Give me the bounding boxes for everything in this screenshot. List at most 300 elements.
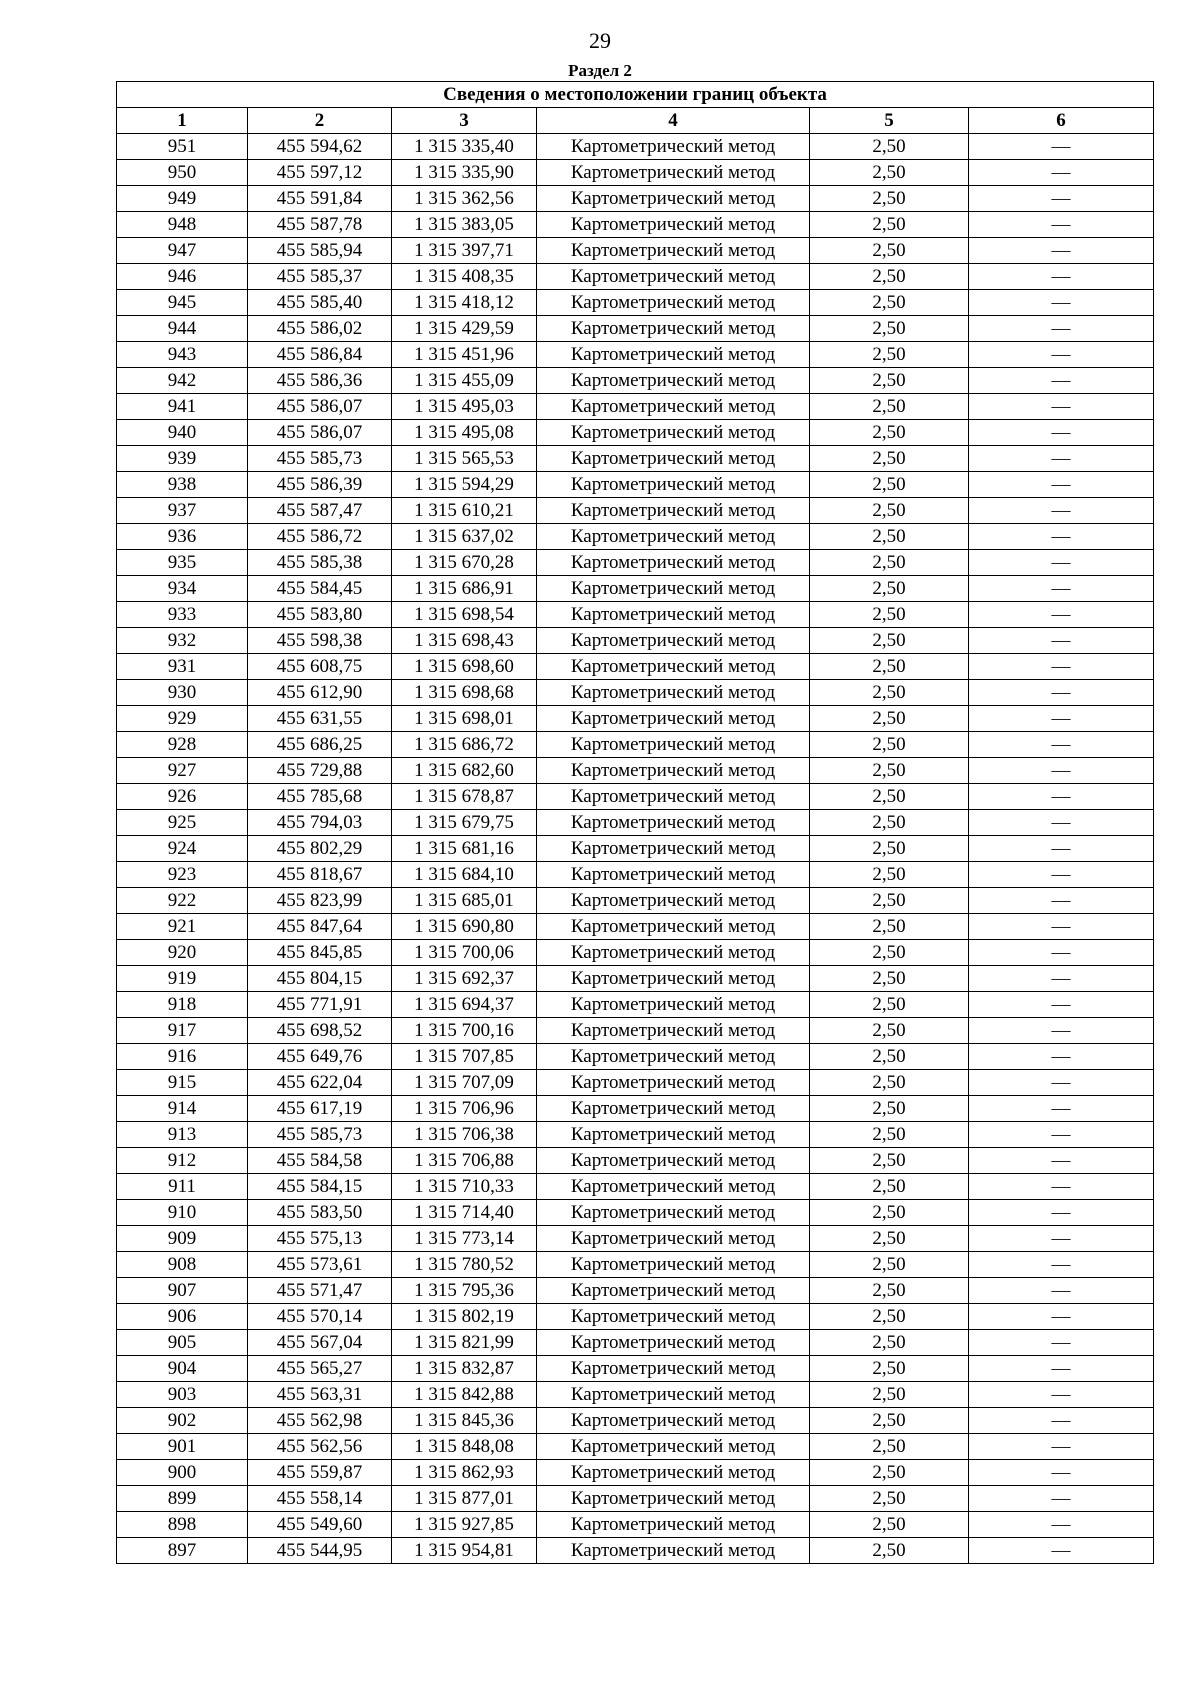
point-number-cell: 926 bbox=[117, 784, 248, 810]
y-coordinate-cell: 1 315 455,09 bbox=[392, 368, 537, 394]
table-row bbox=[117, 1252, 1154, 1278]
method-cell: Картометрический метод bbox=[537, 1356, 810, 1382]
point-number-cell: 928 bbox=[117, 732, 248, 758]
x-coordinate-cell: 455 823,99 bbox=[248, 888, 392, 914]
point-number-cell: 920 bbox=[117, 940, 248, 966]
point-number-cell: 936 bbox=[117, 524, 248, 550]
x-coordinate-cell: 455 584,15 bbox=[248, 1174, 392, 1200]
table-row bbox=[117, 1486, 1154, 1512]
table-row bbox=[117, 1018, 1154, 1044]
x-coordinate-cell: 455 804,15 bbox=[248, 966, 392, 992]
point-number-cell: 948 bbox=[117, 212, 248, 238]
accuracy-cell: 2,50 bbox=[810, 1096, 969, 1122]
x-coordinate-cell: 455 583,50 bbox=[248, 1200, 392, 1226]
note-cell: — bbox=[969, 1460, 1154, 1486]
column-header: 2 bbox=[248, 108, 392, 134]
note-cell: — bbox=[969, 888, 1154, 914]
y-coordinate-cell: 1 315 780,52 bbox=[392, 1252, 537, 1278]
accuracy-cell: 2,50 bbox=[810, 1252, 969, 1278]
method-cell: Картометрический метод bbox=[537, 1018, 810, 1044]
note-cell: — bbox=[969, 472, 1154, 498]
x-coordinate-cell: 455 686,25 bbox=[248, 732, 392, 758]
x-coordinate-cell: 455 585,40 bbox=[248, 290, 392, 316]
note-cell: — bbox=[969, 732, 1154, 758]
accuracy-cell: 2,50 bbox=[810, 1226, 969, 1252]
note-cell: — bbox=[969, 1252, 1154, 1278]
x-coordinate-cell: 455 794,03 bbox=[248, 810, 392, 836]
method-cell: Картометрический метод bbox=[537, 1044, 810, 1070]
table-row bbox=[117, 264, 1154, 290]
x-coordinate-cell: 455 818,67 bbox=[248, 862, 392, 888]
note-cell: — bbox=[969, 134, 1154, 160]
y-coordinate-cell: 1 315 862,93 bbox=[392, 1460, 537, 1486]
x-coordinate-cell: 455 585,37 bbox=[248, 264, 392, 290]
point-number-cell: 916 bbox=[117, 1044, 248, 1070]
accuracy-cell: 2,50 bbox=[810, 706, 969, 732]
point-number-cell: 925 bbox=[117, 810, 248, 836]
table-row bbox=[117, 238, 1154, 264]
method-cell: Картометрический метод bbox=[537, 1148, 810, 1174]
point-number-cell: 908 bbox=[117, 1252, 248, 1278]
method-cell: Картометрический метод bbox=[537, 1538, 810, 1564]
table-row bbox=[117, 992, 1154, 1018]
y-coordinate-cell: 1 315 679,75 bbox=[392, 810, 537, 836]
note-cell: — bbox=[969, 368, 1154, 394]
method-cell: Картометрический метод bbox=[537, 394, 810, 420]
accuracy-cell: 2,50 bbox=[810, 576, 969, 602]
note-cell: — bbox=[969, 1096, 1154, 1122]
note-cell: — bbox=[969, 1330, 1154, 1356]
accuracy-cell: 2,50 bbox=[810, 446, 969, 472]
note-cell: — bbox=[969, 758, 1154, 784]
table-row bbox=[117, 524, 1154, 550]
note-cell: — bbox=[969, 238, 1154, 264]
y-coordinate-cell: 1 315 418,12 bbox=[392, 290, 537, 316]
table-row bbox=[117, 862, 1154, 888]
table-row bbox=[117, 914, 1154, 940]
accuracy-cell: 2,50 bbox=[810, 784, 969, 810]
note-cell: — bbox=[969, 576, 1154, 602]
method-cell: Картометрический метод bbox=[537, 550, 810, 576]
table-row bbox=[117, 1304, 1154, 1330]
accuracy-cell: 2,50 bbox=[810, 1538, 969, 1564]
point-number-cell: 934 bbox=[117, 576, 248, 602]
note-cell: — bbox=[969, 1434, 1154, 1460]
table-row bbox=[117, 758, 1154, 784]
method-cell: Картометрический метод bbox=[537, 264, 810, 290]
point-number-cell: 912 bbox=[117, 1148, 248, 1174]
note-cell: — bbox=[969, 316, 1154, 342]
point-number-cell: 937 bbox=[117, 498, 248, 524]
note-cell: — bbox=[969, 524, 1154, 550]
x-coordinate-cell: 455 698,52 bbox=[248, 1018, 392, 1044]
x-coordinate-cell: 455 585,94 bbox=[248, 238, 392, 264]
point-number-cell: 947 bbox=[117, 238, 248, 264]
accuracy-cell: 2,50 bbox=[810, 134, 969, 160]
accuracy-cell: 2,50 bbox=[810, 1044, 969, 1070]
y-coordinate-cell: 1 315 682,60 bbox=[392, 758, 537, 784]
table-row bbox=[117, 290, 1154, 316]
column-header: 4 bbox=[537, 108, 810, 134]
point-number-cell: 924 bbox=[117, 836, 248, 862]
boundary-coordinates-table bbox=[116, 81, 1154, 1564]
method-cell: Картометрический метод bbox=[537, 238, 810, 264]
table-row bbox=[117, 1148, 1154, 1174]
method-cell: Картометрический метод bbox=[537, 1070, 810, 1096]
point-number-cell: 907 bbox=[117, 1278, 248, 1304]
table-row bbox=[117, 628, 1154, 654]
y-coordinate-cell: 1 315 610,21 bbox=[392, 498, 537, 524]
note-cell: — bbox=[969, 1226, 1154, 1252]
y-coordinate-cell: 1 315 686,91 bbox=[392, 576, 537, 602]
method-cell: Картометрический метод bbox=[537, 342, 810, 368]
method-cell: Картометрический метод bbox=[537, 706, 810, 732]
y-coordinate-cell: 1 315 335,40 bbox=[392, 134, 537, 160]
y-coordinate-cell: 1 315 927,85 bbox=[392, 1512, 537, 1538]
table-row bbox=[117, 550, 1154, 576]
method-cell: Картометрический метод bbox=[537, 1304, 810, 1330]
accuracy-cell: 2,50 bbox=[810, 1486, 969, 1512]
y-coordinate-cell: 1 315 692,37 bbox=[392, 966, 537, 992]
table-caption: Сведения о местоположении границ объекта bbox=[117, 82, 1154, 108]
x-coordinate-cell: 455 544,95 bbox=[248, 1538, 392, 1564]
table-row bbox=[117, 1434, 1154, 1460]
accuracy-cell: 2,50 bbox=[810, 628, 969, 654]
x-coordinate-cell: 455 785,68 bbox=[248, 784, 392, 810]
y-coordinate-cell: 1 315 821,99 bbox=[392, 1330, 537, 1356]
method-cell: Картометрический метод bbox=[537, 888, 810, 914]
table-row bbox=[117, 212, 1154, 238]
point-number-cell: 931 bbox=[117, 654, 248, 680]
accuracy-cell: 2,50 bbox=[810, 264, 969, 290]
point-number-cell: 917 bbox=[117, 1018, 248, 1044]
x-coordinate-cell: 455 583,80 bbox=[248, 602, 392, 628]
table-row bbox=[117, 368, 1154, 394]
x-coordinate-cell: 455 587,78 bbox=[248, 212, 392, 238]
note-cell: — bbox=[969, 1278, 1154, 1304]
note-cell: — bbox=[969, 212, 1154, 238]
page-number: 29 bbox=[589, 28, 611, 53]
y-coordinate-cell: 1 315 773,14 bbox=[392, 1226, 537, 1252]
note-cell: — bbox=[969, 1044, 1154, 1070]
point-number-cell: 938 bbox=[117, 472, 248, 498]
point-number-cell: 921 bbox=[117, 914, 248, 940]
x-coordinate-cell: 455 586,07 bbox=[248, 394, 392, 420]
note-cell: — bbox=[969, 914, 1154, 940]
table-row bbox=[117, 446, 1154, 472]
x-coordinate-cell: 455 584,58 bbox=[248, 1148, 392, 1174]
y-coordinate-cell: 1 315 710,33 bbox=[392, 1174, 537, 1200]
method-cell: Картометрический метод bbox=[537, 524, 810, 550]
x-coordinate-cell: 455 586,02 bbox=[248, 316, 392, 342]
accuracy-cell: 2,50 bbox=[810, 654, 969, 680]
note-cell: — bbox=[969, 862, 1154, 888]
x-coordinate-cell: 455 617,19 bbox=[248, 1096, 392, 1122]
point-number-cell: 909 bbox=[117, 1226, 248, 1252]
column-header: 3 bbox=[392, 108, 537, 134]
point-number-cell: 922 bbox=[117, 888, 248, 914]
x-coordinate-cell: 455 573,61 bbox=[248, 1252, 392, 1278]
table-row bbox=[117, 940, 1154, 966]
note-cell: — bbox=[969, 1356, 1154, 1382]
point-number-cell: 949 bbox=[117, 186, 248, 212]
point-number-cell: 914 bbox=[117, 1096, 248, 1122]
point-number-cell: 930 bbox=[117, 680, 248, 706]
column-header: 6 bbox=[969, 108, 1154, 134]
x-coordinate-cell: 455 586,72 bbox=[248, 524, 392, 550]
accuracy-cell: 2,50 bbox=[810, 342, 969, 368]
table-row bbox=[117, 316, 1154, 342]
note-cell: — bbox=[969, 160, 1154, 186]
method-cell: Картометрический метод bbox=[537, 134, 810, 160]
note-cell: — bbox=[969, 966, 1154, 992]
table-row bbox=[117, 784, 1154, 810]
y-coordinate-cell: 1 315 707,09 bbox=[392, 1070, 537, 1096]
table-row bbox=[117, 1512, 1154, 1538]
x-coordinate-cell: 455 594,62 bbox=[248, 134, 392, 160]
y-coordinate-cell: 1 315 678,87 bbox=[392, 784, 537, 810]
accuracy-cell: 2,50 bbox=[810, 940, 969, 966]
accuracy-cell: 2,50 bbox=[810, 862, 969, 888]
x-coordinate-cell: 455 845,85 bbox=[248, 940, 392, 966]
accuracy-cell: 2,50 bbox=[810, 1174, 969, 1200]
accuracy-cell: 2,50 bbox=[810, 1018, 969, 1044]
y-coordinate-cell: 1 315 706,38 bbox=[392, 1122, 537, 1148]
y-coordinate-cell: 1 315 637,02 bbox=[392, 524, 537, 550]
table-row bbox=[117, 186, 1154, 212]
y-coordinate-cell: 1 315 684,10 bbox=[392, 862, 537, 888]
table-row bbox=[117, 888, 1154, 914]
accuracy-cell: 2,50 bbox=[810, 1200, 969, 1226]
method-cell: Картометрический метод bbox=[537, 992, 810, 1018]
point-number-cell: 942 bbox=[117, 368, 248, 394]
x-coordinate-cell: 455 598,38 bbox=[248, 628, 392, 654]
table-row bbox=[117, 1044, 1154, 1070]
note-cell: — bbox=[969, 1408, 1154, 1434]
note-cell: — bbox=[969, 420, 1154, 446]
x-coordinate-cell: 455 585,73 bbox=[248, 446, 392, 472]
y-coordinate-cell: 1 315 698,01 bbox=[392, 706, 537, 732]
note-cell: — bbox=[969, 290, 1154, 316]
accuracy-cell: 2,50 bbox=[810, 290, 969, 316]
point-number-cell: 906 bbox=[117, 1304, 248, 1330]
method-cell: Картометрический метод bbox=[537, 732, 810, 758]
table-row bbox=[117, 498, 1154, 524]
accuracy-cell: 2,50 bbox=[810, 1408, 969, 1434]
x-coordinate-cell: 455 575,13 bbox=[248, 1226, 392, 1252]
table-row bbox=[117, 1330, 1154, 1356]
x-coordinate-cell: 455 585,38 bbox=[248, 550, 392, 576]
x-coordinate-cell: 455 549,60 bbox=[248, 1512, 392, 1538]
point-number-cell: 913 bbox=[117, 1122, 248, 1148]
table-row bbox=[117, 680, 1154, 706]
note-cell: — bbox=[969, 498, 1154, 524]
x-coordinate-cell: 455 587,47 bbox=[248, 498, 392, 524]
x-coordinate-cell: 455 559,87 bbox=[248, 1460, 392, 1486]
accuracy-cell: 2,50 bbox=[810, 1148, 969, 1174]
table-row bbox=[117, 1408, 1154, 1434]
accuracy-cell: 2,50 bbox=[810, 602, 969, 628]
note-cell: — bbox=[969, 654, 1154, 680]
table-caption-row bbox=[117, 82, 1154, 108]
x-coordinate-cell: 455 565,27 bbox=[248, 1356, 392, 1382]
y-coordinate-cell: 1 315 397,71 bbox=[392, 238, 537, 264]
table-row bbox=[117, 966, 1154, 992]
method-cell: Картометрический метод bbox=[537, 1408, 810, 1434]
point-number-cell: 911 bbox=[117, 1174, 248, 1200]
point-number-cell: 897 bbox=[117, 1538, 248, 1564]
method-cell: Картометрический метод bbox=[537, 654, 810, 680]
method-cell: Картометрический метод bbox=[537, 862, 810, 888]
point-number-cell: 943 bbox=[117, 342, 248, 368]
y-coordinate-cell: 1 315 698,60 bbox=[392, 654, 537, 680]
accuracy-cell: 2,50 bbox=[810, 1278, 969, 1304]
table-body bbox=[117, 134, 1154, 1564]
note-cell: — bbox=[969, 550, 1154, 576]
point-number-cell: 941 bbox=[117, 394, 248, 420]
note-cell: — bbox=[969, 1200, 1154, 1226]
point-number-cell: 944 bbox=[117, 316, 248, 342]
note-cell: — bbox=[969, 992, 1154, 1018]
y-coordinate-cell: 1 315 698,68 bbox=[392, 680, 537, 706]
table-header-row bbox=[117, 108, 1154, 134]
x-coordinate-cell: 455 608,75 bbox=[248, 654, 392, 680]
accuracy-cell: 2,50 bbox=[810, 1512, 969, 1538]
point-number-cell: 929 bbox=[117, 706, 248, 732]
table-row bbox=[117, 1356, 1154, 1382]
accuracy-cell: 2,50 bbox=[810, 914, 969, 940]
accuracy-cell: 2,50 bbox=[810, 1356, 969, 1382]
method-cell: Картометрический метод bbox=[537, 680, 810, 706]
accuracy-cell: 2,50 bbox=[810, 836, 969, 862]
method-cell: Картометрический метод bbox=[537, 1330, 810, 1356]
y-coordinate-cell: 1 315 686,72 bbox=[392, 732, 537, 758]
x-coordinate-cell: 455 802,29 bbox=[248, 836, 392, 862]
accuracy-cell: 2,50 bbox=[810, 1382, 969, 1408]
accuracy-cell: 2,50 bbox=[810, 1304, 969, 1330]
accuracy-cell: 2,50 bbox=[810, 160, 969, 186]
method-cell: Картометрический метод bbox=[537, 1278, 810, 1304]
point-number-cell: 902 bbox=[117, 1408, 248, 1434]
table-row bbox=[117, 1382, 1154, 1408]
y-coordinate-cell: 1 315 335,90 bbox=[392, 160, 537, 186]
point-number-cell: 918 bbox=[117, 992, 248, 1018]
x-coordinate-cell: 455 847,64 bbox=[248, 914, 392, 940]
x-coordinate-cell: 455 562,98 bbox=[248, 1408, 392, 1434]
y-coordinate-cell: 1 315 685,01 bbox=[392, 888, 537, 914]
point-number-cell: 946 bbox=[117, 264, 248, 290]
x-coordinate-cell: 455 563,31 bbox=[248, 1382, 392, 1408]
table-row bbox=[117, 576, 1154, 602]
point-number-cell: 899 bbox=[117, 1486, 248, 1512]
table-row bbox=[117, 1070, 1154, 1096]
accuracy-cell: 2,50 bbox=[810, 212, 969, 238]
method-cell: Картометрический метод bbox=[537, 1460, 810, 1486]
method-cell: Картометрический метод bbox=[537, 1486, 810, 1512]
x-coordinate-cell: 455 586,36 bbox=[248, 368, 392, 394]
x-coordinate-cell: 455 586,84 bbox=[248, 342, 392, 368]
accuracy-cell: 2,50 bbox=[810, 186, 969, 212]
method-cell: Картометрический метод bbox=[537, 420, 810, 446]
x-coordinate-cell: 455 558,14 bbox=[248, 1486, 392, 1512]
point-number-cell: 915 bbox=[117, 1070, 248, 1096]
method-cell: Картометрический метод bbox=[537, 446, 810, 472]
accuracy-cell: 2,50 bbox=[810, 992, 969, 1018]
table-row bbox=[117, 472, 1154, 498]
x-coordinate-cell: 455 612,90 bbox=[248, 680, 392, 706]
y-coordinate-cell: 1 315 408,35 bbox=[392, 264, 537, 290]
accuracy-cell: 2,50 bbox=[810, 1434, 969, 1460]
x-coordinate-cell: 455 729,88 bbox=[248, 758, 392, 784]
y-coordinate-cell: 1 315 495,03 bbox=[392, 394, 537, 420]
y-coordinate-cell: 1 315 795,36 bbox=[392, 1278, 537, 1304]
column-header: 1 bbox=[117, 108, 248, 134]
point-number-cell: 900 bbox=[117, 1460, 248, 1486]
method-cell: Картометрический метод bbox=[537, 1096, 810, 1122]
method-cell: Картометрический метод bbox=[537, 836, 810, 862]
accuracy-cell: 2,50 bbox=[810, 238, 969, 264]
method-cell: Картометрический метод bbox=[537, 316, 810, 342]
method-cell: Картометрический метод bbox=[537, 1174, 810, 1200]
method-cell: Картометрический метод bbox=[537, 602, 810, 628]
method-cell: Картометрический метод bbox=[537, 576, 810, 602]
accuracy-cell: 2,50 bbox=[810, 810, 969, 836]
x-coordinate-cell: 455 591,84 bbox=[248, 186, 392, 212]
point-number-cell: 951 bbox=[117, 134, 248, 160]
y-coordinate-cell: 1 315 832,87 bbox=[392, 1356, 537, 1382]
y-coordinate-cell: 1 315 565,53 bbox=[392, 446, 537, 472]
y-coordinate-cell: 1 315 694,37 bbox=[392, 992, 537, 1018]
point-number-cell: 932 bbox=[117, 628, 248, 654]
note-cell: — bbox=[969, 264, 1154, 290]
y-coordinate-cell: 1 315 848,08 bbox=[392, 1434, 537, 1460]
point-number-cell: 935 bbox=[117, 550, 248, 576]
point-number-cell: 950 bbox=[117, 160, 248, 186]
note-cell: — bbox=[969, 1148, 1154, 1174]
method-cell: Картометрический метод bbox=[537, 160, 810, 186]
note-cell: — bbox=[969, 680, 1154, 706]
x-coordinate-cell: 455 649,76 bbox=[248, 1044, 392, 1070]
note-cell: — bbox=[969, 810, 1154, 836]
note-cell: — bbox=[969, 1122, 1154, 1148]
y-coordinate-cell: 1 315 495,08 bbox=[392, 420, 537, 446]
table-row bbox=[117, 1538, 1154, 1564]
x-coordinate-cell: 455 597,12 bbox=[248, 160, 392, 186]
accuracy-cell: 2,50 bbox=[810, 524, 969, 550]
y-coordinate-cell: 1 315 877,01 bbox=[392, 1486, 537, 1512]
method-cell: Картометрический метод bbox=[537, 914, 810, 940]
note-cell: — bbox=[969, 1382, 1154, 1408]
y-coordinate-cell: 1 315 714,40 bbox=[392, 1200, 537, 1226]
table-row bbox=[117, 1278, 1154, 1304]
note-cell: — bbox=[969, 784, 1154, 810]
point-number-cell: 905 bbox=[117, 1330, 248, 1356]
note-cell: — bbox=[969, 1486, 1154, 1512]
y-coordinate-cell: 1 315 700,16 bbox=[392, 1018, 537, 1044]
accuracy-cell: 2,50 bbox=[810, 966, 969, 992]
table-row bbox=[117, 1226, 1154, 1252]
method-cell: Картометрический метод bbox=[537, 758, 810, 784]
method-cell: Картометрический метод bbox=[537, 940, 810, 966]
table-row bbox=[117, 1122, 1154, 1148]
point-number-cell: 919 bbox=[117, 966, 248, 992]
method-cell: Картометрический метод bbox=[537, 784, 810, 810]
point-number-cell: 904 bbox=[117, 1356, 248, 1382]
y-coordinate-cell: 1 315 698,43 bbox=[392, 628, 537, 654]
y-coordinate-cell: 1 315 954,81 bbox=[392, 1538, 537, 1564]
y-coordinate-cell: 1 315 362,56 bbox=[392, 186, 537, 212]
accuracy-cell: 2,50 bbox=[810, 758, 969, 784]
